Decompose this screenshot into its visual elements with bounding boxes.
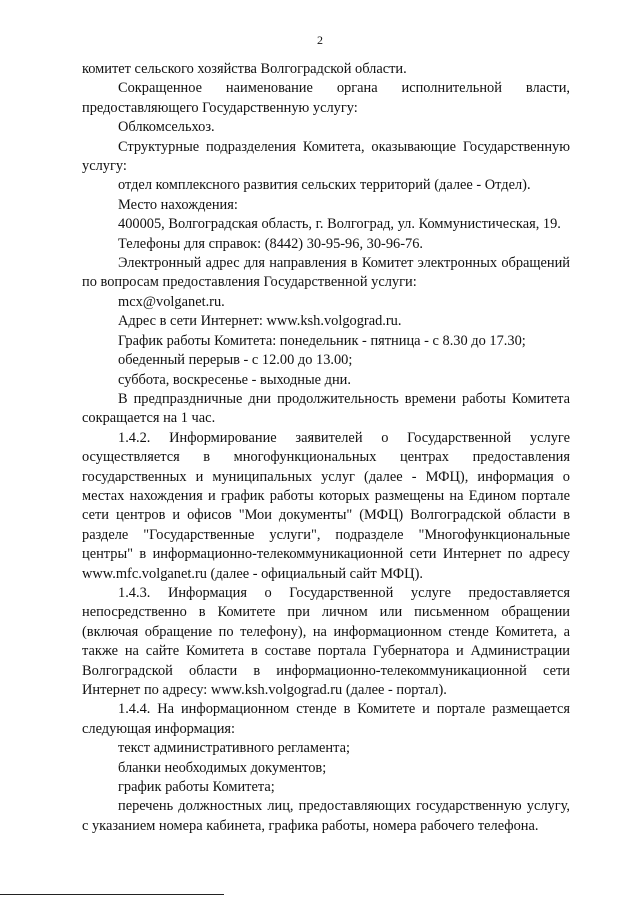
paragraph-email: mcx@volganet.ru. [118, 293, 225, 310]
paragraph-website: Адрес в сети Интернет: www.ksh.volgograd.ru. [118, 313, 402, 330]
list-item-document-forms: бланки необходимых документов; [118, 759, 327, 776]
paragraph-email-heading: Электронный адрес для направления в Комитет электронных обращений по вопросам предоставления Государственной услуги: [82, 255, 570, 291]
paragraph-subdivisions-heading: Структурные подразделения Комитета, оказывающие Государственную услугу: [82, 138, 570, 175]
paragraph-short-name: Облкомсельхоз. [118, 119, 215, 136]
paragraph-preholiday: В предпраздничные дни продолжительность времени работы Комитета сокращается на 1 час. [82, 390, 570, 427]
paragraph-weekend: суббота, воскресенье - выходные дни. [118, 371, 351, 388]
paragraph-1-4-2: 1.4.2. Информирование заявителей о Государственной услуге осуществляется в многофункциональных центрах предоставления государственных и муниципальных услуг (далее - МФЦ), информация о местах нахождения и график работы которых размещены на Едином портале сети центров и офисов "Мои документы" (МФЦ) Волгоградской области в разделе "Государственные услуги", подразделе "Многофункциональные центры" в информационно-телекоммуникационной сети Интернет по адресу www.mfc.volganet.ru (далее - официальный сайт МФЦ). [82, 429, 570, 582]
document-body [82, 60, 570, 836]
paragraph-1-4-3: 1.4.3. Информация о Государственной услуге предоставляется непосредственно в Комитете при личном или письменном обращении (включая обращение по телефону), на информационном стенде Комитета, а также на сайте Комитета в составе портала Губернатора и Администрации Волгоградской области в информационно-телекоммуникационной сети Интернет по адресу: www.ksh.volgograd.ru (далее - портал). [82, 584, 570, 698]
list-item-regulation-text: текст административного регламента; [118, 740, 350, 757]
list-item-officials-list: перечень должностных лиц, предоставляющих государственную услугу, с указанием номера кабинета, графика работы, номера рабочего телефона. [82, 798, 570, 834]
list-item-work-schedule: график работы Комитета; [118, 779, 275, 796]
paragraph-schedule: График работы Комитета: понедельник - пятница - с 8.30 до 17.30; [118, 332, 526, 349]
footnote-divider [0, 894, 224, 895]
paragraph-1-4-4: 1.4.4. На информационном стенде в Комитете и портале размещается следующая информация: [82, 701, 570, 737]
paragraph-department: отдел комплексного развития сельских территорий (далее - Отдел). [118, 177, 531, 194]
paragraph-lunch-break: обеденный перерыв - с 12.00 до 13.00; [118, 352, 353, 369]
paragraph-phones: Телефоны для справок: (8442) 30-95-96, 30-96-76. [118, 235, 423, 252]
paragraph-short-name-heading: Сокращенное наименование органа исполнительной власти, предоставляющего Государственную услугу: [82, 80, 570, 116]
paragraph-location-heading: Место нахождения: [118, 196, 238, 213]
page-number: 2 [317, 33, 323, 47]
paragraph-address: 400005, Волгоградская область, г. Волгоград, ул. Коммунистическая, 19. [118, 216, 561, 233]
paragraph-committee-name: комитет сельского хозяйства Волгоградской области. [82, 61, 407, 77]
